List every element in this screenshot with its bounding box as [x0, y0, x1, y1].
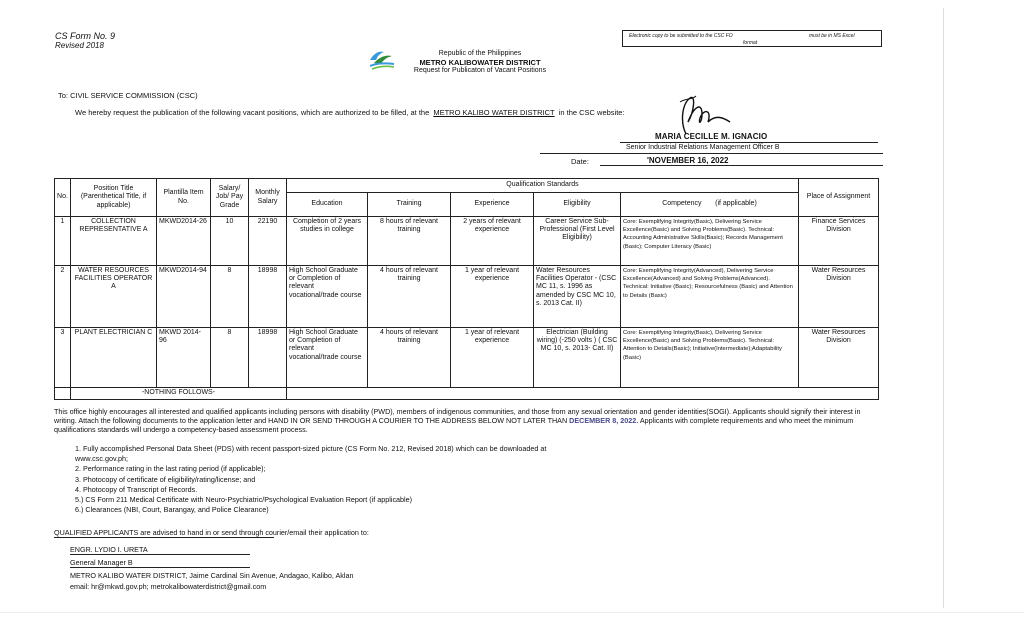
contact-email: email: hr@mkwd.gov.ph; metrokalibowaterdistrict@gmail.com — [70, 582, 267, 591]
table-row — [55, 266, 879, 328]
row-plantilla-item: MKWD2014-94 — [157, 266, 211, 328]
row-eligibility: Career Service Sub-Professional (First Level Eligibility) — [534, 217, 621, 266]
request-agency: METRO KALIBO WATER DISTRICT — [433, 108, 555, 117]
row-competency: Core: Exemplifying Integrity(Advanced), Delivering Service Excellence(Advanced) and Solving Problems(Advanced). Technical: Initiative (Basic); Resourcefulness (Basic) and Attention to Details (Basic) — [621, 266, 799, 328]
row-eligibility: Electrician (Building wiring) (-250 volts ) ( CSC MC 10, s. 2013- Cat. II) — [534, 328, 621, 388]
request-after: in the CSC website: — [558, 108, 625, 117]
row-position-title: WATER RESOURCES FACILITIES OPERATOR A — [71, 266, 157, 328]
row-place-of-assignment: Finance Services Division — [799, 217, 879, 266]
date-label: Date: — [571, 157, 589, 166]
row-competency: Core: Exemplifying Integrity(Basic), Delivering Service Excellence(Basic) and Solving Problems(Basic). Technical: Attention to Details(Basic); Initiative(Intermediate);Adaptability (Basic) — [621, 328, 799, 388]
signature-line — [620, 142, 878, 143]
row-training: 4 hours of relevant training — [368, 328, 451, 388]
contact-position: General Manager B — [70, 558, 133, 567]
list-item: 3. Photocopy of certificate of eligibility/rating/license; and — [75, 474, 256, 484]
notice-right: must be in MS Excel — [809, 33, 855, 39]
advisory-underline — [54, 537, 274, 538]
notice-bottom: format — [743, 40, 758, 46]
list-item: 6.) Clearances (NBI, Court, Barangay, and Police Clearance) — [75, 505, 269, 515]
date-bottom-line — [600, 165, 883, 166]
nothing-follows-blank — [55, 388, 71, 400]
addressee: To: CIVIL SERVICE COMMISSION (CSC) — [58, 91, 198, 100]
row-no: 3 — [55, 328, 71, 388]
deadline-date: DECEMBER 8, 2022. — [569, 416, 639, 425]
header-education: Education — [287, 193, 368, 217]
row-experience: 1 year of relevant experience — [451, 328, 534, 388]
header-place-of-assignment: Place of Assignment — [799, 179, 879, 217]
form-number-label: CS Form No. 9 — [55, 31, 116, 41]
row-plantilla-item: MKWD 2014-96 — [157, 328, 211, 388]
row-competency: Core: Exemplifying Integrity(Basic), Delivering Service Excellence(Basic) and Solving Problems(Basic). Technical: Accounting Administrative Skills(Basic); Records Management (Basic); Computer Literacy (Basic) — [621, 217, 799, 266]
instructions-paragraph — [54, 407, 884, 434]
header-salary-grade: Salary/ Job/ Pay Grade — [211, 179, 249, 217]
header-competency-label: Competency — [662, 200, 702, 208]
header-no: No. — [55, 179, 71, 217]
nothing-follows-row — [55, 388, 879, 400]
row-education: Completion of 2 years studies in college — [287, 217, 368, 266]
header-republic: Republic of the Philippines — [438, 50, 522, 57]
header-title: Request for Publicaton of Vacant Positions — [413, 67, 547, 74]
header-experience: Experience — [451, 193, 534, 217]
row-education: High School Graduate or Completion of relevant vocational/trade course — [287, 328, 368, 388]
vacant-positions-table — [54, 178, 879, 400]
row-training: 8 hours of relevant training — [368, 217, 451, 266]
row-experience: 1 year of relevant experience — [451, 266, 534, 328]
electronic-copy-notice — [622, 30, 882, 47]
scan-bottom-line — [0, 612, 1024, 613]
row-eligibility: Water Resources Facilities Operator - (CSC MC 11, s. 1996 as amended by CSC MC 10, s. 2013 Cat. II) — [534, 266, 621, 328]
instructions-text-2: Applicants with complete requirements and who meet the minimum qualifications standards will undergo a competency-based assessment process. — [54, 416, 854, 434]
nothing-follows-blank-rest — [287, 388, 879, 400]
contact-address: METRO KALIBO WATER DISTRICT, Jaime Cardinal Sin Avenue, Andagao, Kalibo, Aklan — [70, 571, 354, 580]
table-row — [55, 328, 879, 388]
request-statement — [75, 108, 625, 117]
row-salary-grade: 10 — [211, 217, 249, 266]
row-salary-grade: 8 — [211, 328, 249, 388]
row-plantilla-item: MKWD2014-26 — [157, 217, 211, 266]
contact-position-underline — [70, 567, 250, 568]
header-monthly-salary: Monthly Salary — [249, 179, 287, 217]
header-position-title: Position Title (Parenthetical Title, if applicable) — [71, 179, 157, 217]
row-experience: 2 years of relevant experience — [451, 217, 534, 266]
row-salary-grade: 8 — [211, 266, 249, 328]
table-row — [55, 217, 879, 266]
row-no: 2 — [55, 266, 71, 328]
row-education: High School Graduate or Completion of relevant vocational/trade course — [287, 266, 368, 328]
form-number — [55, 32, 115, 50]
signatory-position: Senior Industrial Relations Management Officer B — [626, 144, 780, 151]
row-training: 4 hours of relevant training — [368, 266, 451, 328]
requirements-list — [75, 444, 675, 515]
header-competency-note: (if applicable) — [715, 200, 757, 208]
form-revised-label: Revised 2018 — [55, 41, 104, 50]
nothing-follows: -NOTHING FOLLOWS- — [71, 388, 287, 400]
row-monthly-salary: 22190 — [249, 217, 287, 266]
scan-edge-line — [943, 8, 944, 608]
list-item: 5.) CS Form 211 Medical Certificate with Neuro-Psychiatric/Psychological Evaluation Report (if applicable) — [75, 495, 413, 505]
row-place-of-assignment: Water Resources Division — [799, 266, 879, 328]
advisory-text: QUALIFIED APPLICANTS are advised to hand in or send through courier/email their application to: — [54, 528, 369, 537]
header-agency: METRO KALIBOWATER DISTRICT — [419, 58, 541, 67]
list-item: www.csc.gov.ph; — [75, 454, 128, 464]
header-competency — [621, 193, 799, 217]
signatory-name: MARIA CECILLE M. IGNACIO — [655, 132, 768, 141]
list-item: 1. Fully accomplished Personal Data Sheet (PDS) with recent passport-sized picture (CS Form No. 212, Revised 2018) which can be downloaded at — [75, 444, 547, 453]
header-qualification-standards: Qualification Standards — [287, 179, 799, 193]
request-before: We hereby request the publication of the following vacant positions, which are authorized to be filled, at the — [75, 108, 430, 117]
notice-left: Electronic copy to be submitted to the CSC FO — [629, 33, 733, 39]
header-eligibility: Eligibility — [534, 193, 621, 217]
date-top-line — [540, 153, 883, 154]
list-item: 2. Performance rating in the last rating period (if applicable); — [75, 464, 266, 474]
contact-name: ENGR. LYDIO I. URETA — [70, 545, 148, 554]
row-position-title: PLANT ELECTRICIAN C — [71, 328, 157, 388]
date-value: 'NOVEMBER 16, 2022 — [647, 156, 729, 165]
row-monthly-salary: 18998 — [249, 266, 287, 328]
header-plantilla-item: Plantilla Item No. — [157, 179, 211, 217]
row-monthly-salary: 18998 — [249, 328, 287, 388]
list-item: 4. Photocopy of Transcript of Records. — [75, 484, 198, 494]
header-training: Training — [368, 193, 451, 217]
contact-name-underline — [70, 554, 250, 555]
instructions-text: This office highly encourages all interested and qualified applicants including persons with disability (PWD), members of indigenous communities, and those from any sexual orientation and gender identities(SOGI). Applicants should signify their interest in writing. Attach the following documents to the application letter and HAND IN OR SEND THROUGH A COURIER TO THE ADDRESS BELOW NOT LATER THAN — [54, 407, 861, 425]
row-no: 1 — [55, 217, 71, 266]
row-position-title: COLLECTION REPRESENTATIVE A — [71, 217, 157, 266]
row-place-of-assignment: Water Resources Division — [799, 328, 879, 388]
